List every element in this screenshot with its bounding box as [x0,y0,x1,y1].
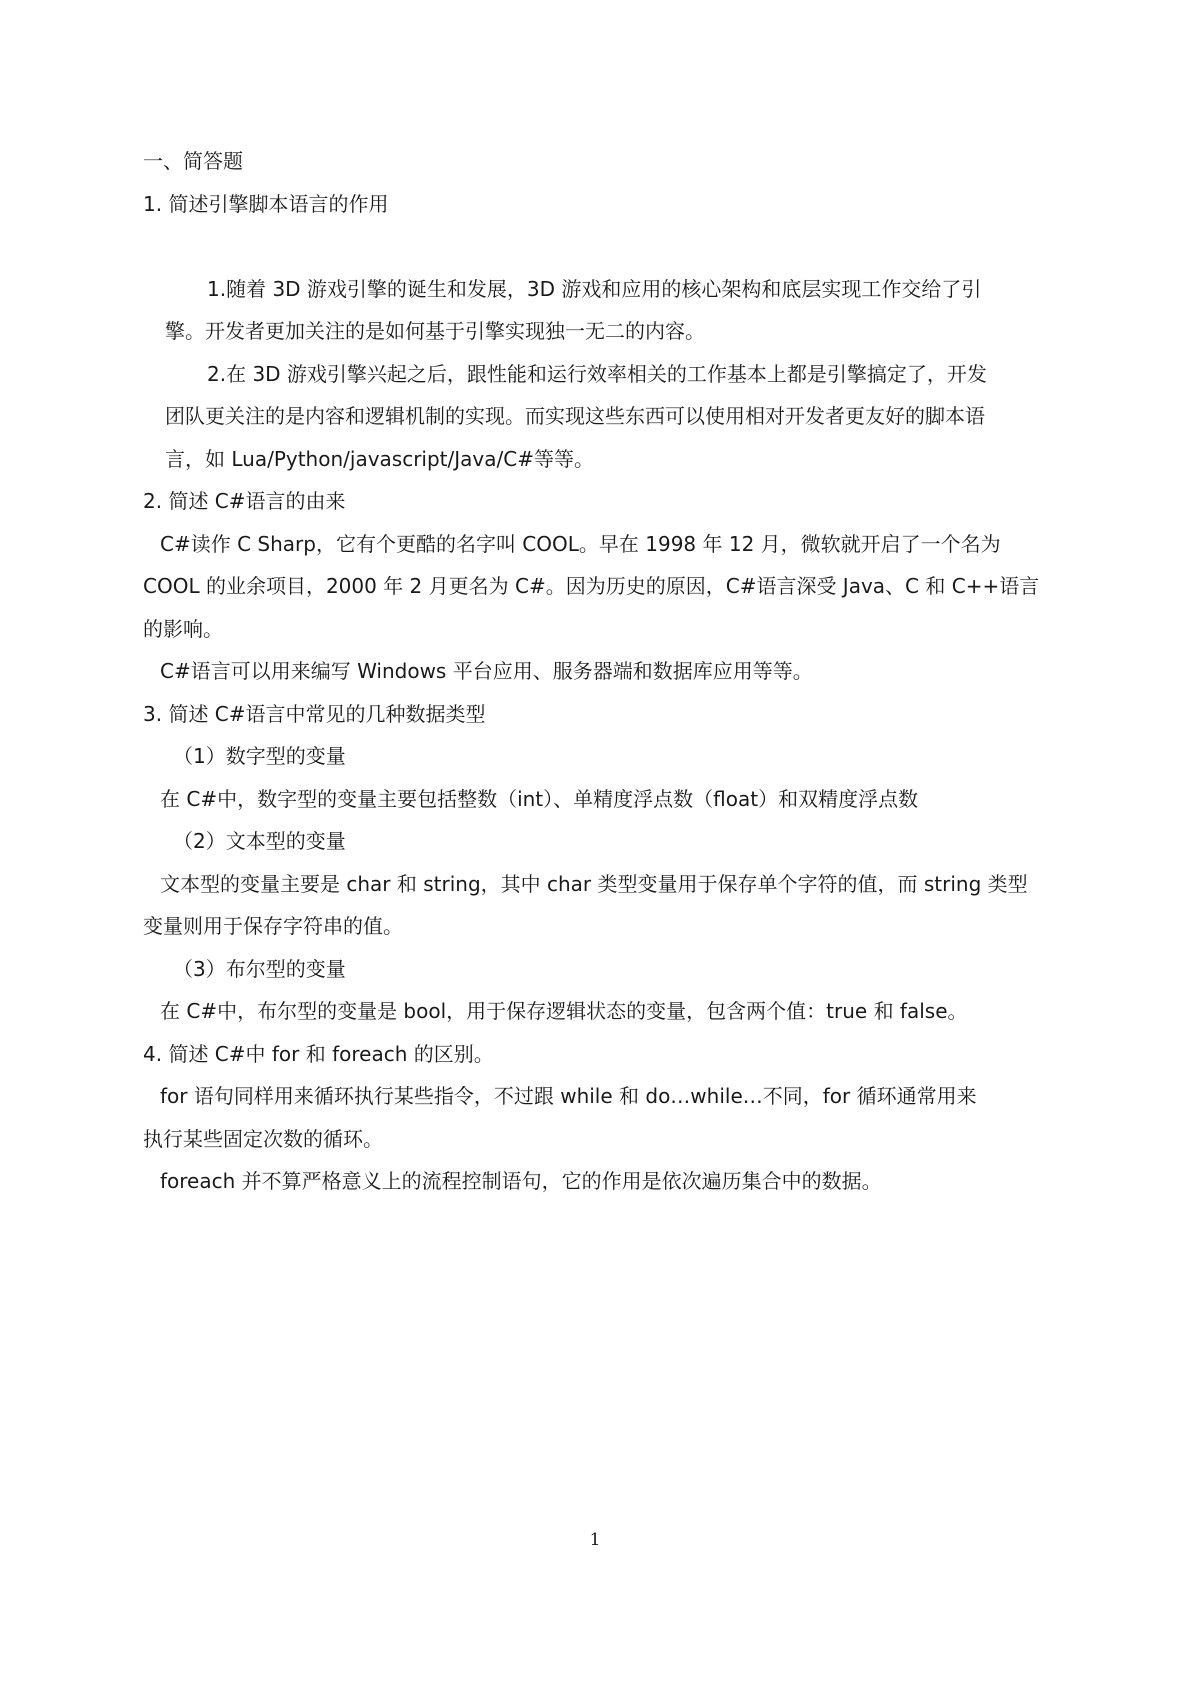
answer-4-line-3: foreach 并不算严格意义上的流程控制语句，它的作用是依次遍历集合中的数据。 [160,1169,882,1193]
blank-line [143,225,1043,268]
answer-1-line-3: 2.在 3D 游戏引擎兴起之后，跟性能和运行效率相关的工作基本上都是引擎搞定了，开发 [207,361,987,386]
page-number: 1 [589,1530,601,1550]
answer-3-line-4: 文本型的变量主要是 char 和 string，其中 char 类型变量用于保存单个字符的值，而 string 类型 [160,871,1028,896]
question-1-title: 1. 简述引擎脚本语言的作用 [143,191,389,216]
answer-3-subheading-3: （3）布尔型的变量 [173,956,346,981]
answer-3-line-5: 变量则用于保存字符串的值。 [143,914,403,938]
answer-1-line-1: 1.随着 3D 游戏引擎的诞生和发展，3D 游戏和应用的核心架构和底层实现工作交给了引 [207,276,982,301]
answer-4-line-1: for 语句同样用来循环执行某些指令，不过跟 while 和 do…while…不同，for 循环通常用来 [160,1084,977,1108]
question-4-title: 4. 简述 C#中 for 和 foreach 的区别。 [143,1041,494,1066]
answer-3-line-7: 在 C#中，布尔型的变量是 bool，用于保存逻辑状态的变量，包含两个值：true 和 false。 [160,999,968,1023]
document-body [143,140,1043,1203]
answer-1-line-5: 言，如 Lua/Python/javascript/Java/C#等等。 [165,446,594,471]
section-heading: 一、简答题 [143,149,243,173]
answer-1-line-4: 团队更关注的是内容和逻辑机制的实现。而实现这些东西可以使用相对开发者更友好的脚本语 [165,404,985,428]
answer-2-line-4: C#语言可以用来编写 Windows 平台应用、服务器端和数据库应用等等。 [160,659,813,683]
answer-2-line-1: C#读作 C Sharp，它有个更酷的名字叫 COOL。早在 1998 年 12 月，微软就开启了一个名为 [160,531,1001,556]
answer-2-line-2: COOL 的业余项目，2000 年 2 月更名为 C#。因为历史的原因，C#语言深受 Java、C 和 C++语言 [143,574,1040,598]
answer-1-line-2: 擎。开发者更加关注的是如何基于引擎实现独一无二的内容。 [165,319,705,343]
answer-3-subheading-1: （1）数字型的变量 [173,744,346,768]
answer-3-line-2: 在 C#中，数字型的变量主要包括整数（int）、单精度浮点数（float）和双精度浮点数 [160,786,919,811]
question-3-title: 3. 简述 C#语言中常见的几种数据类型 [143,701,486,726]
question-2-title: 2. 简述 C#语言的由来 [143,489,346,513]
answer-4-line-2: 执行某些固定次数的循环。 [143,1126,383,1151]
answer-3-subheading-2: （2）文本型的变量 [173,829,346,853]
answer-2-line-3: 的影响。 [143,616,223,641]
